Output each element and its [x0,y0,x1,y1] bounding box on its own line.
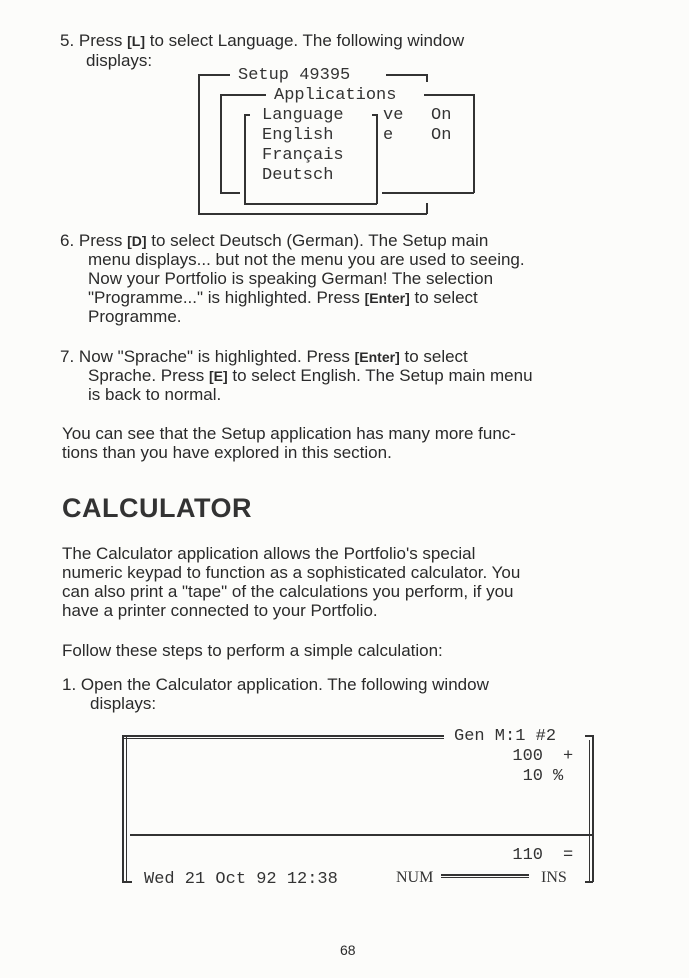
key-label: [L] [127,33,145,49]
step-text: Open the Calculator application. The following window [80,675,489,694]
result-operator: = [563,846,574,865]
follow-text: Follow these steps to perform a simple calculation: [62,641,443,660]
result-value: 110 [512,846,543,865]
step-7-line: is back to normal. [88,385,222,404]
setting-value: On [431,106,452,125]
tape-operator: % [553,767,564,786]
setting-fragment: ve [383,106,404,125]
step-6-line: Programme. [88,307,182,326]
key-label: [D] [127,233,147,249]
step-5-line-2: displays: [86,51,153,70]
step-text: "Programme..." is highlighted. Press [88,288,365,307]
menu-item-english: English [262,126,334,145]
step-text: Press [78,31,128,50]
step-text: Now "Sprache" is highlighted. Press [78,347,355,366]
menu-item-language: Language [262,106,344,125]
menu-item-francais: Français [262,146,344,165]
summary-line: You can see that the Setup application has many more func- [62,424,516,443]
step-text: to select [399,347,468,366]
intro-line: numeric keypad to function as a sophisticated calculator. You [62,563,521,582]
status-date: Wed 21 Oct 92 12:38 [144,870,338,889]
setup-subtitle: Applications [274,86,397,105]
setup-title: Setup 49395 [238,66,351,85]
calc-step-1-line-2: displays: [90,694,157,713]
summary-line: tions than you have explored in this section. [62,443,392,462]
page-number: 68 [340,942,356,958]
step-text: Sprache. Press [88,366,209,385]
step-number: 6. [60,231,75,250]
step-number: 1. [62,675,77,694]
setting-value: On [431,126,452,145]
step-text: to select English. The Setup main menu [227,366,533,385]
step-text: to select Deutsch (German). The Setup main [146,231,489,250]
status-ins: INS [541,869,567,886]
step-text: to select Language. The following window [145,31,465,50]
calc-header: Gen M:1 #2 [454,727,557,746]
key-label: [E] [208,368,228,384]
intro-line: can also print a "tape" of the calculations you perform, if you [62,582,514,601]
tape-operator: + [563,747,574,766]
step-number: 5. [60,31,75,50]
intro-line: The Calculator application allows the Portfolio's special [62,544,476,563]
status-num: NUM [396,869,434,886]
section-heading: CALCULATOR [62,493,252,523]
step-text: Press [78,231,128,250]
intro-line: have a printer connected to your Portfolio. [62,601,378,620]
step-text: to select [409,288,478,307]
step-6-line: Now your Portfolio is speaking German! The selection [88,269,494,288]
key-label: [Enter] [364,290,410,306]
step-number: 7. [60,347,75,366]
menu-item-deutsch: Deutsch [262,166,334,185]
tape-value: 10 [522,767,543,786]
key-label: [Enter] [354,349,400,365]
setting-fragment: e [383,126,394,145]
tape-value: 100 [512,747,543,766]
step-6-line: menu displays... but not the menu you are used to seeing. [88,250,525,269]
